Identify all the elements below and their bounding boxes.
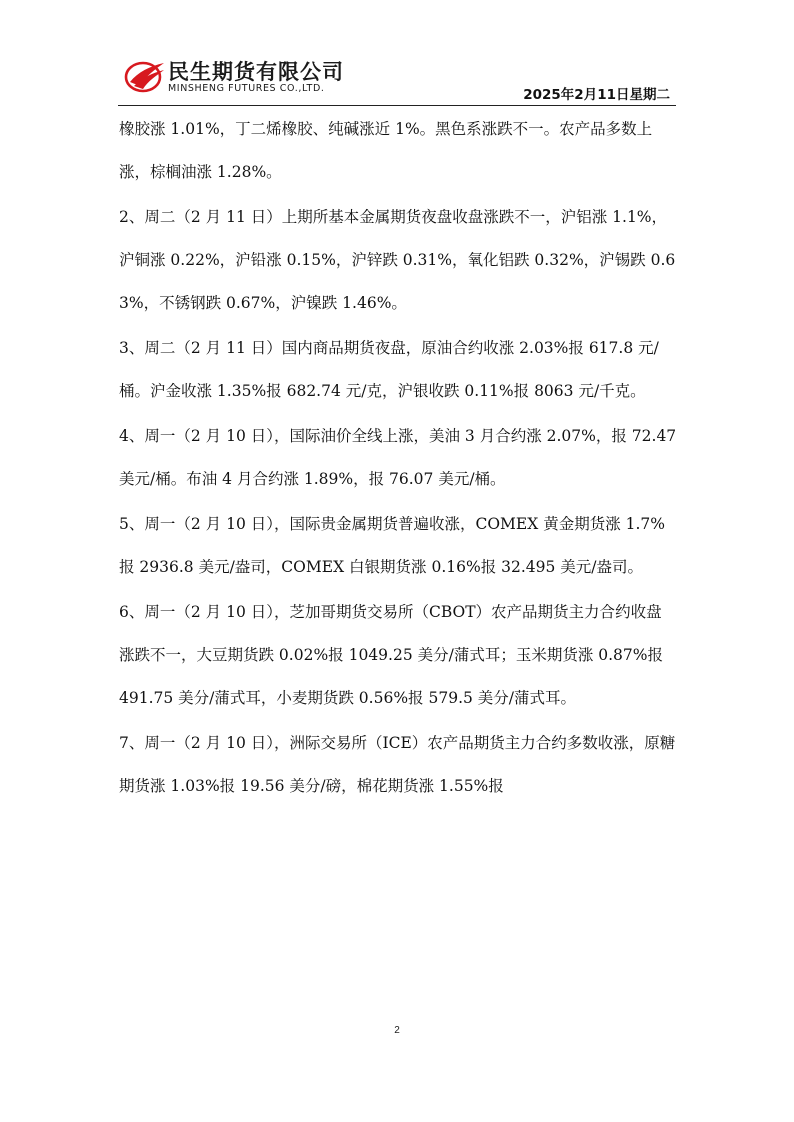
report-date: 2025年2月11日星期二 [523,87,670,103]
logo-english-name: MINSHENG FUTURES CO.,LTD. [168,83,325,94]
company-logo [124,54,364,104]
logo-chinese-name: 民生期货有限公司 [168,60,344,84]
paragraph: 5、周一（2 月 10 日），国际贵金属期货普遍收涨，COMEX 黄金期货涨 1.7%报 2936.8 美元/盎司，COMEX 白银期货涨 0.16%报 32.495 美元/盎司。 [119,515,665,576]
document-body [119,108,677,808]
paragraph: 6、周一（2 月 10 日），芝加哥期货交易所（CBOT）农产品期货主力合约收盘涨跌不一，大豆期货跌 0.02%报 1049.25 美分/蒲式耳；玉米期货涨 0.87%报 491.75 美分/蒲式耳，小麦期货跌 0.56%报 579.5 美分/蒲式耳。 [119,603,664,707]
page-number: 2 [394,1025,400,1036]
paragraph: 7、周一（2 月 10 日），洲际交易所（ICE）农产品期货主力合约多数收涨，原糖期货涨 1.03%报 19.56 美分/磅，棉花期货涨 1.55%报 [119,734,676,795]
minsheng-logo-icon [124,58,166,94]
paragraph: 橡胶涨 1.01%，丁二烯橡胶、纯碱涨近 1%。黑色系涨跌不一。农产品多数上涨，棕榈油涨 1.28%。 [119,120,653,181]
page-header [0,0,794,110]
header-divider [118,105,676,106]
paragraph: 2、周二（2 月 11 日）上期所基本金属期货夜盘收盘涨跌不一，沪铝涨 1.1%，沪铜涨 0.22%，沪铅涨 0.15%，沪锌跌 0.31%，氧化铝跌 0.32%，沪锡跌 0.63%，不锈钢跌 0.67%，沪镍跌 1.46%。 [119,208,676,312]
paragraph: 4、周一（2 月 10 日），国际油价全线上涨，美油 3 月合约涨 2.07%，报 72.47 美元/桶。布油 4 月合约涨 1.89%，报 76.07 美元/桶。 [119,427,677,488]
paragraph: 3、周二（2 月 11 日）国内商品期货夜盘，原油合约收涨 2.03%报 617.8 元/桶。沪金收涨 1.35%报 682.74 元/克，沪银收跌 0.11%报 8063 元/千克。 [119,339,659,400]
